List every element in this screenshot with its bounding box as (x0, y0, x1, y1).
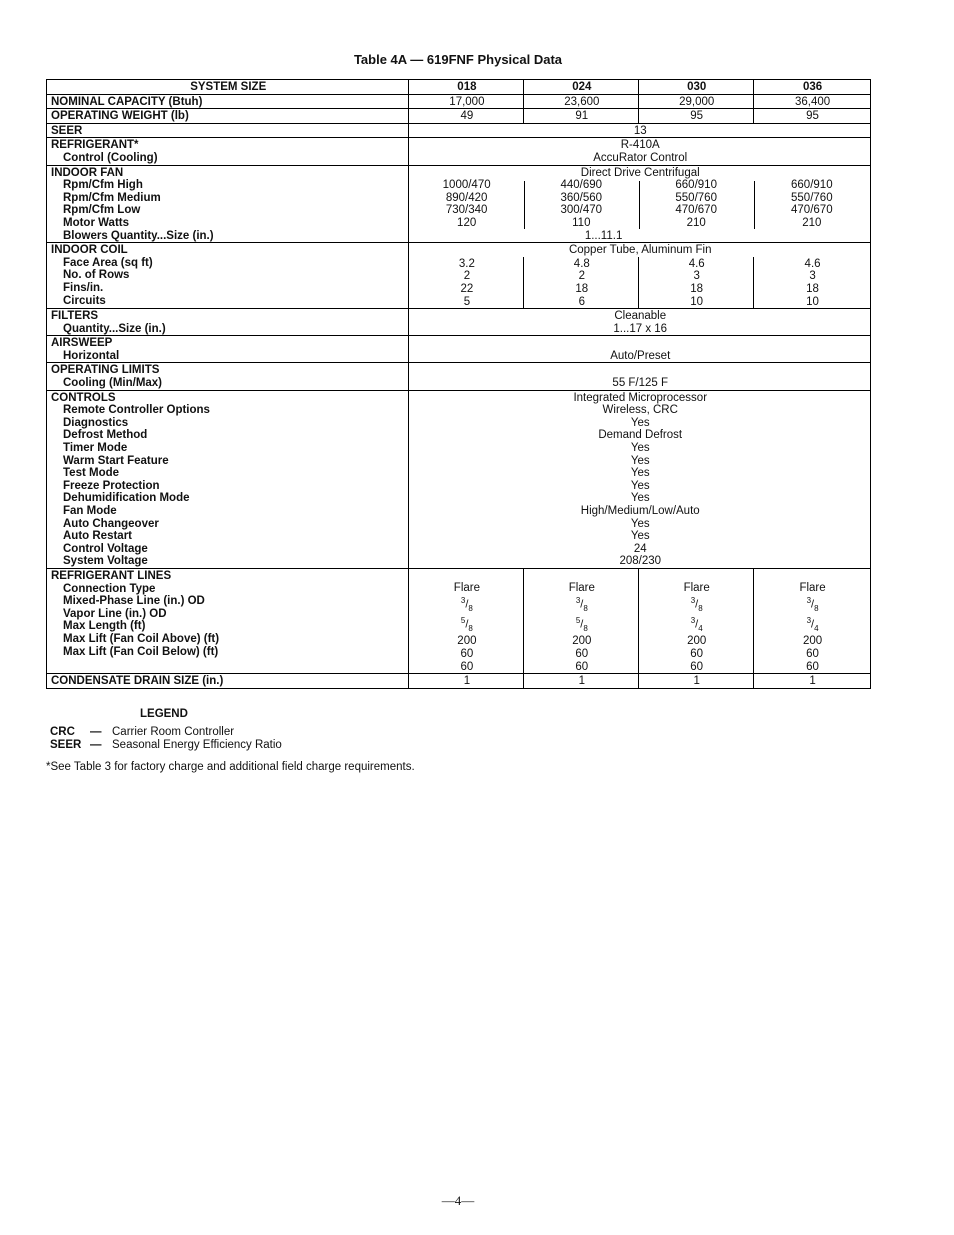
rows-036: 3 (809, 270, 816, 283)
seer-row (47, 123, 871, 138)
condensate-row (47, 674, 871, 689)
connection-type-label: Connection Type (63, 582, 156, 595)
condensate-024: 1 (524, 674, 639, 689)
physical-data-table (46, 79, 871, 689)
system-size-label: SYSTEM SIZE (47, 80, 409, 95)
airsweep-row (47, 336, 871, 363)
airsweep-horizontal-label: Horizontal (63, 349, 120, 362)
motor-watts-036: 210 (802, 216, 822, 229)
rpm-medium-018: 890/420 (445, 191, 488, 204)
rpm-low-024: 300/470 (560, 204, 603, 217)
mixed-phase-018: $^3/_8$ (460, 595, 473, 613)
vapor-line-036: $^3/_4$ (806, 616, 819, 633)
rpm-high-024: 440/690 (560, 179, 603, 192)
test-mode-value: Yes (630, 467, 650, 480)
defrost-method-label: Defrost Method (63, 429, 148, 442)
dehumidification-label: Dehumidification Mode (63, 492, 190, 505)
condensate-018: 1 (409, 674, 524, 689)
seer-value: 13 (409, 123, 871, 138)
nominal-capacity-label: NOMINAL CAPACITY (Btuh) (47, 94, 409, 109)
max-lift-above-036: 60 (806, 648, 819, 661)
refrigerant-label-cell (47, 138, 409, 165)
max-lift-above-030: 60 (690, 648, 704, 661)
vapor-line-018: $^5/_8$ (460, 616, 473, 633)
rpm-medium-036: 550/760 (791, 191, 833, 204)
mixed-phase-label: Mixed-Phase Line (in.) OD (63, 595, 205, 608)
header-row (47, 80, 871, 95)
controls-label: CONTROLS (51, 391, 116, 404)
timer-mode-value: Yes (630, 442, 650, 455)
legend-abbr: CRC (50, 726, 75, 739)
rpm-medium-024: 360/560 (560, 191, 603, 204)
indoor-coil-024 (524, 257, 639, 309)
nominal-capacity-030: 29,000 (639, 94, 754, 109)
circuits-030: 10 (690, 295, 704, 308)
motor-watts-018: 120 (457, 216, 477, 229)
filters-value: Cleanable (614, 310, 667, 323)
indoor-coil-label-cell (47, 243, 409, 309)
rpm-cfm-medium-label: Rpm/Cfm Medium (63, 191, 161, 204)
circuits-036: 10 (806, 295, 819, 308)
face-area-024: 4.8 (573, 257, 590, 270)
legend-abbr: SEER (50, 738, 82, 751)
rpm-cfm-high-label: Rpm/Cfm High (63, 179, 143, 192)
condensate-label: CONDENSATE DRAIN SIZE (in.) (47, 674, 409, 689)
indoor-coil-030 (639, 257, 754, 309)
auto-changeover-value: Yes (630, 517, 650, 530)
refrigerant-lines-label-cell (47, 568, 409, 673)
operating-weight-024: 91 (524, 109, 639, 124)
rows-024: 2 (578, 270, 585, 283)
rpm-low-036: 470/670 (791, 204, 833, 217)
legend-item (50, 739, 282, 751)
test-mode-label: Test Mode (63, 467, 120, 480)
remote-controller-value: Wireless, CRC (602, 404, 678, 417)
refrigerant-label: REFRIGERANT* (51, 139, 139, 152)
max-lift-below-036: 60 (806, 660, 819, 673)
filters-size: 1...17 x 16 (613, 322, 668, 335)
controls-value: Integrated Microprocessor (573, 391, 708, 404)
remote-controller-label: Remote Controller Options (63, 404, 210, 417)
legend (50, 708, 282, 751)
freeze-protection-label: Freeze Protection (63, 479, 160, 492)
legend-item (50, 726, 282, 738)
operating-weight-row (47, 109, 871, 124)
indoor-fan-024 (524, 179, 639, 242)
system-voltage-label: System Voltage (63, 555, 148, 568)
dehumidification-value: Yes (630, 492, 650, 505)
control-voltage-label: Control Voltage (63, 542, 148, 555)
seer-label: SEER (47, 123, 409, 138)
indoor-coil-row (47, 243, 871, 257)
blowers-label: Blowers Quantity...Size (in.) (63, 229, 214, 242)
rpm-cfm-low-label: Rpm/Cfm Low (63, 204, 141, 217)
refrigerant-lines-036 (754, 568, 871, 673)
max-lift-below-label: Max Lift (Fan Coil Below) (ft) (63, 645, 219, 658)
max-lift-below-024: 60 (575, 660, 589, 673)
fan-mode-value: High/Medium/Low/Auto (580, 505, 700, 517)
refrigerant-value: R-410A (620, 139, 660, 152)
vapor-line-030: $^3/_4$ (690, 616, 703, 633)
indoor-fan-018 (409, 179, 524, 242)
controls-label-cell (47, 390, 409, 568)
max-lift-above-label: Max Lift (Fan Coil Above) (ft) (63, 632, 220, 645)
indoor-coil-018 (409, 257, 524, 309)
size-036: 036 (754, 80, 871, 95)
mixed-phase-024: $^3/_8$ (575, 595, 588, 613)
max-length-024: 200 (572, 635, 592, 648)
indoor-fan-type: Direct Drive Centrifugal (409, 165, 871, 179)
rows-018: 2 (463, 270, 471, 283)
size-024: 024 (524, 80, 639, 95)
legend-dash: — (90, 726, 102, 739)
size-030: 030 (639, 80, 754, 95)
max-length-030: 200 (687, 635, 707, 648)
fins-024: 18 (575, 282, 589, 295)
airsweep-value: Auto/Preset (409, 336, 871, 363)
airsweep-label-cell (47, 336, 409, 363)
circuits-024: 6 (578, 295, 585, 308)
refrigerant-lines-024 (524, 568, 639, 673)
airsweep-label: AIRSWEEP (51, 337, 113, 350)
refrigerant-lines-row (47, 568, 871, 673)
cooling-min-max-label: Cooling (Min/Max) (63, 377, 163, 390)
diagnostics-value: Yes (630, 416, 650, 429)
face-area-030: 4.6 (688, 257, 705, 270)
circuits-018: 5 (463, 295, 471, 308)
refrigerant-lines-label: REFRIGERANT LINES (51, 569, 172, 582)
refrigerant-lines-030 (639, 568, 754, 673)
freeze-protection-value: Yes (630, 479, 650, 492)
indoor-fan-036 (754, 179, 871, 242)
rpm-low-030: 470/670 (675, 204, 717, 217)
max-lift-below-030: 60 (690, 660, 704, 673)
auto-restart-value: Yes (630, 530, 650, 543)
no-of-rows-label: No. of Rows (63, 269, 130, 282)
indoor-coil-036 (754, 257, 871, 309)
refrigerant-control-label: Control (Cooling) (63, 151, 158, 164)
rpm-high-018: 1000/470 (442, 179, 491, 192)
operating-weight-030: 95 (639, 109, 754, 124)
operating-limits-value: 55 F/125 F (409, 363, 871, 390)
operating-limits-label-cell (47, 363, 409, 390)
fins-018: 22 (460, 282, 474, 295)
page-number: —4— (441, 1193, 475, 1208)
auto-changeover-label: Auto Changeover (63, 517, 159, 530)
refrigerant-lines-018 (409, 568, 524, 673)
system-voltage-value: 208/230 (619, 555, 662, 568)
filters-label-cell (47, 309, 409, 336)
indoor-coil-type: Copper Tube, Aluminum Fin (409, 243, 871, 257)
filters-quantity-label: Quantity...Size (in.) (63, 322, 166, 335)
refrigerant-control-value: AccuRator Control (593, 151, 688, 164)
max-length-label: Max Length (ft) (63, 620, 146, 633)
nominal-capacity-row (47, 94, 871, 109)
indoor-fan-label-cell (47, 165, 409, 243)
nominal-capacity-036: 36,400 (754, 94, 871, 109)
indoor-fan-label: INDOOR FAN (51, 166, 124, 179)
condensate-030: 1 (639, 674, 754, 689)
warm-start-label: Warm Start Feature (63, 454, 169, 467)
indoor-fan-030 (639, 179, 754, 242)
filters-label: FILTERS (51, 310, 99, 323)
legend-dash: — (90, 738, 102, 751)
connection-type-024: Flare (568, 581, 595, 594)
max-lift-above-018: 60 (460, 648, 474, 661)
rpm-high-036: 660/910 (791, 179, 833, 192)
max-length-036: 200 (802, 635, 823, 648)
refrigerant-value-cell (409, 138, 871, 165)
size-018: 018 (409, 80, 524, 95)
mixed-phase-030: $^3/_8$ (690, 595, 703, 613)
motor-watts-label: Motor Watts (63, 216, 130, 229)
rpm-medium-030: 550/760 (675, 191, 717, 204)
diagnostics-label: Diagnostics (63, 416, 129, 429)
indoor-coil-label: INDOOR COIL (51, 244, 128, 257)
motor-watts-024: 110 (572, 216, 591, 229)
refrigerant-row (47, 138, 871, 165)
connection-type-018: Flare (453, 581, 480, 594)
fins-030: 18 (690, 282, 704, 295)
operating-weight-label: OPERATING WEIGHT (lb) (47, 109, 409, 124)
max-length-018: 200 (457, 635, 477, 648)
control-voltage-value: 24 (633, 542, 647, 555)
rows-030: 3 (693, 270, 700, 283)
fan-mode-label: Fan Mode (63, 505, 117, 517)
operating-weight-036: 95 (754, 109, 871, 124)
operating-weight-018: 49 (409, 109, 524, 124)
controls-value-cell (409, 390, 871, 568)
vapor-line-024: $^5/_8$ (575, 616, 588, 633)
face-area-label: Face Area (sq ft) (63, 256, 153, 269)
nominal-capacity-018: 17,000 (409, 94, 524, 109)
legend-text: Seasonal Energy Efficiency Ratio (112, 738, 282, 751)
fins-label: Fins/in. (63, 281, 104, 294)
max-lift-above-024: 60 (575, 648, 589, 661)
timer-mode-label: Timer Mode (63, 442, 128, 455)
rpm-high-030: 660/910 (675, 179, 717, 192)
max-lift-below-018: 60 (460, 660, 474, 673)
face-area-018: 3.2 (458, 257, 475, 270)
table-title: Table 4A — 619FNF Physical Data (353, 52, 563, 67)
rpm-low-018: 730/340 (445, 204, 488, 217)
circuits-label: Circuits (63, 294, 106, 307)
indoor-fan-row (47, 165, 871, 179)
motor-watts-030: 210 (686, 216, 706, 229)
defrost-method-value: Demand Defrost (598, 429, 683, 442)
connection-type-036: Flare (799, 581, 826, 594)
fins-036: 18 (806, 282, 819, 295)
footnote: *See Table 3 for factory charge and additional field charge requirements. (46, 761, 415, 773)
legend-title: LEGEND (140, 708, 188, 720)
operating-limits-row (47, 363, 871, 390)
condensate-036: 1 (754, 674, 871, 689)
mixed-phase-036: $^3/_8$ (806, 595, 819, 613)
filters-value-cell (409, 309, 871, 336)
nominal-capacity-024: 23,600 (524, 94, 639, 109)
filters-row (47, 309, 871, 336)
warm-start-value: Yes (630, 454, 650, 467)
legend-text: Carrier Room Controller (112, 726, 235, 739)
auto-restart-label: Auto Restart (63, 530, 133, 543)
face-area-036: 4.6 (804, 257, 821, 270)
controls-row (47, 390, 871, 568)
operating-limits-label: OPERATING LIMITS (51, 364, 160, 377)
vapor-line-label: Vapor Line (in.) OD (63, 607, 167, 620)
connection-type-030: Flare (683, 581, 710, 594)
blowers-value: 1...11.1 (584, 229, 623, 242)
